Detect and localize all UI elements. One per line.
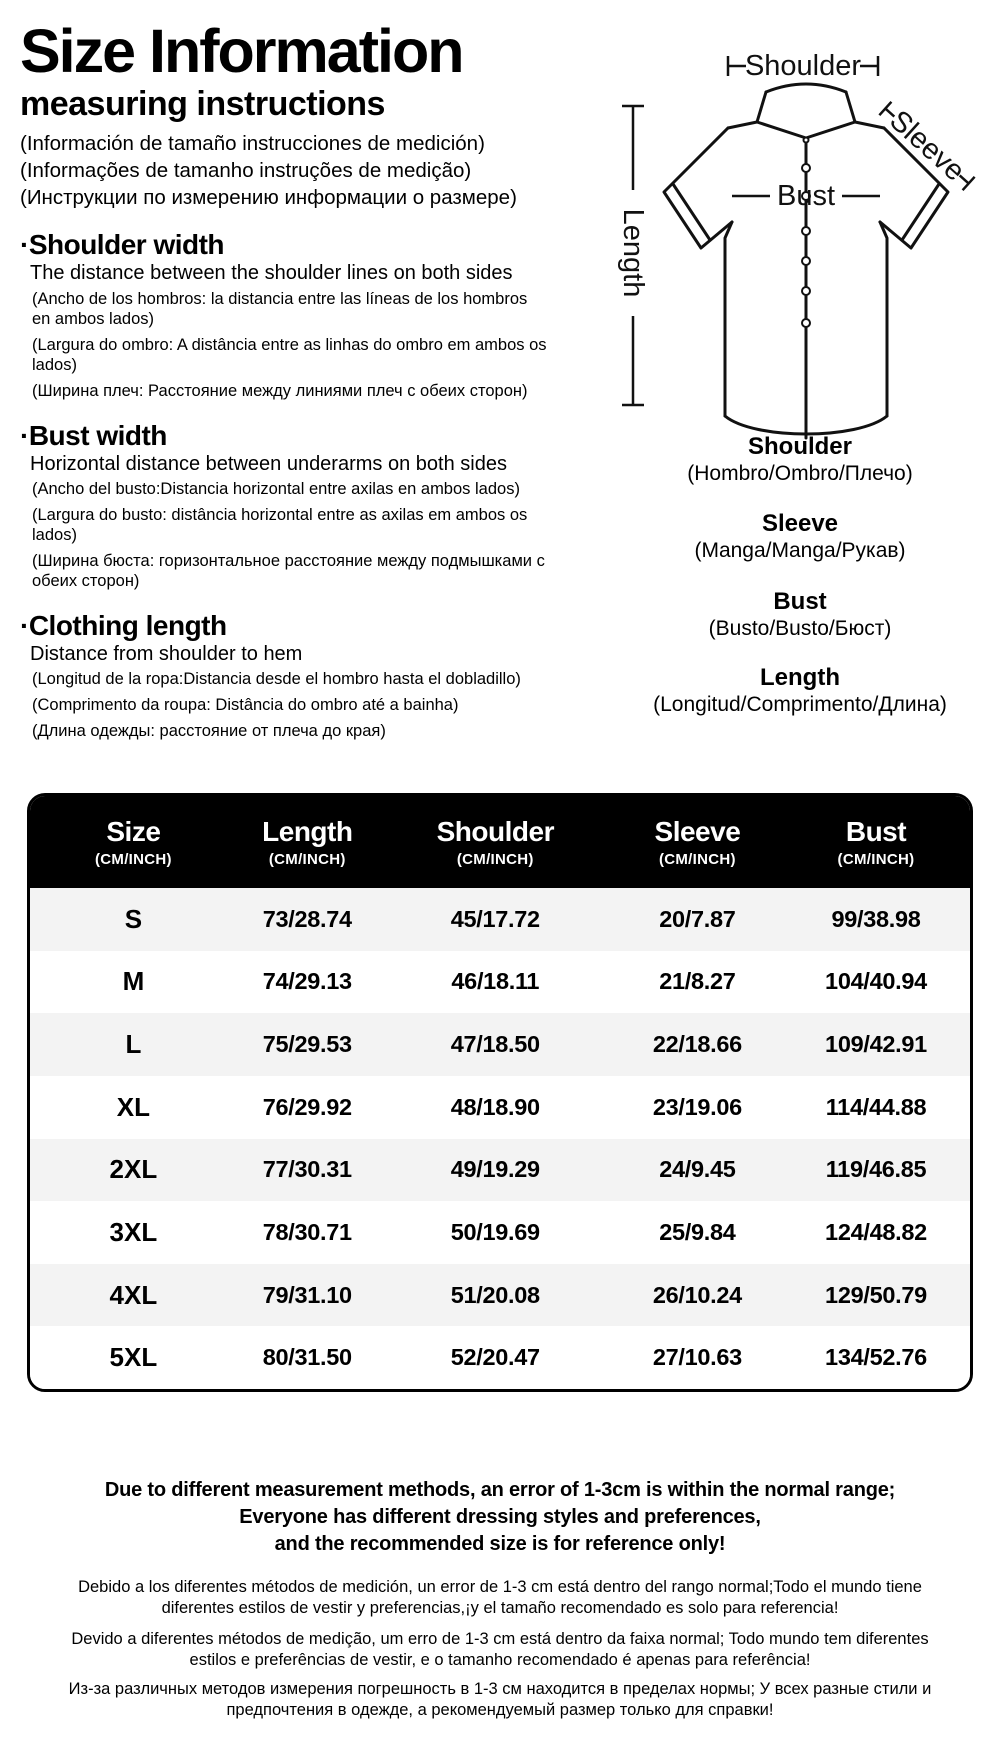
cell-sleeve: 27/10.63: [652, 1344, 742, 1371]
column-header-length: Length (CM/INCH): [237, 816, 378, 868]
cell-shoulder: 48/18.90: [450, 1093, 540, 1120]
section-heading: ·Clothing length: [20, 609, 227, 641]
unit-label: (CM/INCH): [94, 851, 172, 868]
section-description: The distance between the shoulder lines on both sides: [30, 262, 513, 285]
cell-length: 77/30.31: [262, 1156, 352, 1183]
cell-sleeve: 22/18.66: [652, 1031, 742, 1058]
table-row-5xl: [30, 1326, 970, 1389]
table-row-xl: [30, 1076, 970, 1139]
footer-note-pt: Devido a diferentes métodos de medição, um erro de 1-3 cm está dentro da faixa normal; Todo mundo tem diferentes estilos e preferências de vestir, e o tamanho recomendado é apenas para referência!: [71, 1630, 929, 1669]
cell-size: 3XL: [109, 1216, 158, 1247]
subtitle-translation-ru: (Инструкции по измерению информации о размере): [20, 185, 517, 209]
unit-label: (CM/INCH): [456, 851, 534, 868]
shirt-diagram: [548, 28, 993, 500]
table-row-s: [30, 888, 970, 951]
table-row-m: [30, 951, 970, 1014]
legend-name: Sleeve: [761, 510, 839, 537]
section-description: Horizontal distance between underarms on both sides: [30, 452, 507, 475]
intro-column: [20, 17, 550, 748]
section-translation-pt: (Largura do ombro: A distância entre as linhas do ombro em ambos os lados): [32, 335, 547, 374]
legend-translation: (Manga/Manga/Рукав): [694, 538, 906, 562]
cell-size: 5XL: [109, 1342, 158, 1373]
cell-length: 79/31.10: [262, 1281, 352, 1308]
section-shoulder-width: [20, 229, 550, 401]
cell-length: 78/30.71: [262, 1218, 352, 1245]
cell-shoulder: 46/18.11: [451, 968, 540, 995]
footer-en-line: and the recommended size is for reference only!: [274, 1533, 726, 1555]
cell-bust: 114/44.88: [825, 1093, 927, 1120]
legend-translation: (Busto/Busto/Бюст): [708, 616, 892, 640]
column-header-bust: Bust (CM/INCH): [782, 816, 970, 868]
section-translation-ru: (Ширина бюста: горизонтальное расстояние между подмышками с обеих сторон): [32, 551, 545, 590]
cell-sleeve: 20/7.87: [659, 905, 736, 932]
cell-sleeve: 26/10.24: [652, 1281, 742, 1308]
shirt-diagram-svg: [548, 28, 993, 500]
cell-bust: 124/48.82: [825, 1218, 927, 1245]
section-translation-es: (Ancho del busto:Distancia horizontal entre axilas en ambos lados): [32, 479, 520, 498]
section-translation-pt: (Comprimento da roupa: Distância do ombro até a bainha): [32, 696, 459, 715]
cell-length: 73/28.74: [262, 905, 352, 932]
sleeve-measure: [875, 97, 980, 196]
column-header-size: Size (CM/INCH): [30, 816, 237, 868]
section-translation-es: (Ancho de los hombros: la distancia entre las líneas de los hombros en ambos lados): [32, 289, 528, 328]
cell-length: 80/31.50: [262, 1344, 352, 1371]
cell-shoulder: 52/20.47: [450, 1344, 540, 1371]
cell-size: L: [125, 1029, 142, 1060]
cell-length: 76/29.92: [262, 1093, 352, 1120]
unit-label: (CM/INCH): [268, 851, 346, 868]
shoulder-label: Shoulder: [744, 50, 862, 82]
section-heading: ·Bust width: [20, 419, 167, 451]
legend-item-length: [590, 664, 1000, 718]
cell-bust: 134/52.76: [825, 1344, 927, 1371]
legend-name: Length: [760, 664, 840, 691]
table-row-4xl: [30, 1264, 970, 1327]
footer-note-en: [0, 1477, 1000, 1558]
cell-length: 74/29.13: [262, 968, 352, 995]
cell-bust: 119/46.85: [825, 1156, 927, 1183]
sleeve-label: Sleeve: [883, 104, 971, 188]
section-translation-ru: (Ширина плеч: Расстояние между линиями плеч с обеих сторон): [32, 381, 528, 400]
cell-shoulder: 47/18.50: [450, 1031, 540, 1058]
section-translation-ru: (Длина одежды: расстояние от плеча до края): [32, 721, 386, 740]
legend-item-sleeve: [590, 510, 1000, 564]
cell-bust: 99/38.98: [831, 905, 921, 932]
cell-sleeve: 23/19.06: [652, 1093, 742, 1120]
cell-size: S: [124, 903, 143, 934]
cell-shoulder: 45/17.72: [450, 905, 540, 932]
cell-size: M: [122, 966, 145, 997]
subtitle-translation-pt: (Informações de tamanho instruções de medição): [20, 159, 472, 183]
cell-shoulder: 49/19.29: [450, 1156, 540, 1183]
cell-bust: 109/42.91: [825, 1031, 927, 1058]
cell-size: XL: [116, 1091, 151, 1122]
cell-sleeve: 25/9.84: [659, 1218, 736, 1245]
table-row-3xl: [30, 1201, 970, 1264]
unit-label: (CM/INCH): [658, 851, 736, 868]
footer-en-line: Everyone has different dressing styles and preferences,: [239, 1506, 761, 1528]
unit-label: (CM/INCH): [837, 851, 915, 868]
length-label: Length: [617, 208, 649, 298]
section-translation-es: (Longitud de la ropa:Distancia desde el hombro hasta el dobladillo): [32, 670, 521, 689]
legend-item-shoulder: [590, 433, 1000, 487]
cell-bust: 129/50.79: [825, 1281, 927, 1308]
legend-item-bust: [590, 588, 1000, 642]
section-bust-width: [20, 420, 550, 592]
section-description: Distance from shoulder to hem: [30, 642, 303, 665]
column-header-sleeve: Sleeve (CM/INCH): [613, 816, 782, 868]
cell-sleeve: 24/9.45: [659, 1156, 736, 1183]
cell-sleeve: 21/8.27: [659, 968, 736, 995]
legend-translation: (Hombro/Ombro/Плечо): [687, 461, 913, 485]
cell-shoulder: 51/20.08: [450, 1281, 540, 1308]
legend-name: Shoulder: [747, 433, 852, 460]
footer-note-es: Debido a los diferentes métodos de medición, un error de 1-3 cm está dentro del rango normal;Todo el mundo tiene diferentes estilos de vestir y preferencias,¡y el tamaño recomendado es solo para referencia!: [78, 1578, 922, 1617]
section-translation-pt: (Largura do busto: distância horizontal entre as axilas em ambos os lados): [32, 505, 528, 544]
column-header-shoulder: Shoulder (CM/INCH): [378, 816, 613, 868]
cell-size: 4XL: [109, 1279, 158, 1310]
footer-en-line: Due to different measurement methods, an error of 1-3cm is within the normal range;: [104, 1479, 896, 1501]
section-clothing-length: [20, 610, 550, 742]
cell-bust: 104/40.94: [825, 968, 927, 995]
subtitle-translation-es: (Información de tamaño instrucciones de medición): [20, 132, 485, 156]
legend-translation: (Longitud/Comprimento/Длина): [653, 692, 947, 716]
page-title: Size Information: [20, 17, 463, 85]
section-heading: ·Shoulder width: [20, 229, 225, 261]
size-table: [27, 793, 973, 1392]
cell-length: 75/29.53: [262, 1031, 352, 1058]
page-subtitle: measuring instructions: [20, 85, 385, 124]
table-row-2xl: [30, 1139, 970, 1202]
cell-shoulder: 50/19.69: [450, 1218, 540, 1245]
size-table-header: [30, 796, 970, 888]
footer-note-ru: Из-за различных методов измерения погрешность в 1-3 см находится в пределах нормы; У всех разные стили и предпочтения в одежде, а рекомендуемый размер только для справки!: [68, 1680, 932, 1719]
subtitle-translations: [20, 131, 550, 211]
cell-size: 2XL: [109, 1154, 158, 1185]
legend-name: Bust: [773, 588, 827, 615]
bust-label: Bust: [776, 180, 836, 212]
table-row-l: [30, 1013, 970, 1076]
